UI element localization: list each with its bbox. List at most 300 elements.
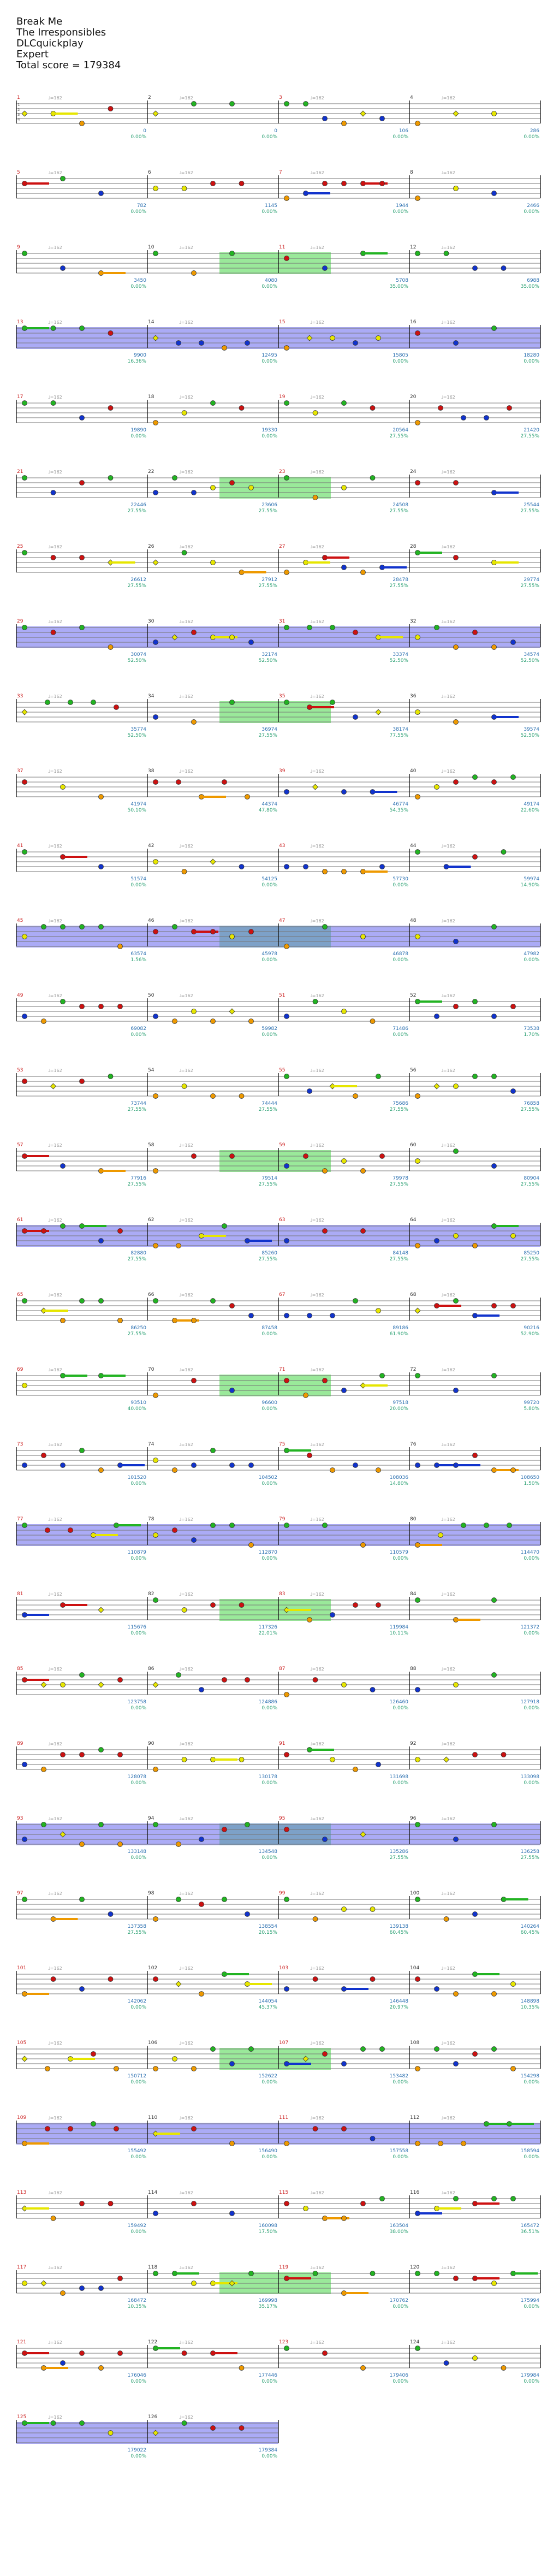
measure-score: 133148 — [127, 1849, 146, 1855]
chart-row — [16, 1367, 540, 1412]
note-gem — [438, 406, 443, 411]
note-gem — [22, 1463, 27, 1468]
note-gem — [415, 1687, 420, 1692]
measure-score: 5708 — [396, 278, 408, 283]
tempo-marker: ♩=162 — [310, 1367, 324, 1372]
note-gem — [507, 1523, 512, 1528]
note-gem — [118, 1004, 123, 1009]
measure-percent: 47.80% — [258, 808, 277, 813]
note-gem — [415, 196, 420, 201]
note-gem — [61, 1164, 66, 1169]
measure-score: 39574 — [524, 727, 539, 732]
note-gem — [173, 2057, 177, 2062]
tempo-marker: ♩=162 — [179, 1816, 193, 1821]
note-gem — [361, 2047, 366, 2052]
tempo-marker: ♩=162 — [441, 2340, 455, 2345]
measure-score: 84148 — [393, 1251, 408, 1256]
measure-score: 170762 — [389, 2298, 408, 2303]
note-gem — [22, 1762, 27, 1767]
chart-row — [16, 1965, 540, 2010]
note-gem — [376, 1468, 381, 1473]
measure-number: 4 — [410, 95, 413, 100]
tempo-marker: ♩=162 — [48, 170, 62, 175]
note-gem — [41, 1453, 46, 1458]
measure-number: 85 — [17, 1666, 23, 1672]
note-gem — [473, 266, 478, 271]
note-gem — [176, 1243, 181, 1248]
note-gem — [438, 2141, 443, 2146]
note-gem — [153, 929, 158, 934]
note-gem — [108, 1977, 113, 1982]
chart-row — [16, 1142, 540, 1187]
chart-row — [16, 469, 540, 514]
measure-score: 106 — [399, 128, 408, 134]
measure-score: 176046 — [127, 2373, 146, 2378]
measure-score: 33374 — [393, 652, 408, 658]
note-gem — [80, 1842, 85, 1847]
note-gem — [323, 181, 328, 186]
note-gem — [353, 630, 358, 635]
measure-number: 64 — [410, 1217, 417, 1223]
measure-score: 112870 — [258, 1550, 277, 1555]
tempo-marker: ♩=162 — [179, 2265, 193, 2270]
measure-percent: 27.55% — [389, 1107, 408, 1112]
measure-percent: 27.55% — [258, 508, 277, 514]
tempo-marker: ♩=162 — [48, 844, 62, 849]
note-gem — [239, 864, 244, 869]
measure-score: 80904 — [524, 1176, 539, 1181]
measure-percent: 0.00% — [261, 284, 277, 289]
note-gem — [192, 1378, 197, 1383]
measure-percent: 0.00% — [261, 359, 277, 364]
measure-number: 27 — [279, 544, 286, 549]
measure-percent: 0.00% — [130, 1706, 146, 1711]
note-gem — [61, 1752, 66, 1757]
measure-number: 72 — [410, 1367, 417, 1372]
note-gem — [41, 1767, 46, 1772]
tempo-marker: ♩=162 — [179, 170, 193, 175]
measure-score: 137358 — [127, 1924, 146, 1929]
measure-percent: 27.55% — [258, 1257, 277, 1262]
measure-percent: 0.00% — [393, 209, 408, 215]
note-gem — [284, 1014, 289, 1019]
note-gem — [249, 640, 254, 645]
tempo-marker: ♩=162 — [48, 1891, 62, 1896]
measure-number: 40 — [410, 768, 417, 774]
note-gem — [435, 785, 439, 790]
measure-number: 97 — [17, 1891, 23, 1896]
note-gem — [323, 2351, 328, 2356]
note-gem — [91, 2122, 96, 2127]
measure-percent: 0.00% — [130, 2454, 146, 2459]
note-gem — [91, 2052, 96, 2057]
note-gem — [323, 1837, 328, 1842]
note-gem — [353, 341, 358, 346]
measure-number: 1 — [17, 95, 20, 100]
measure-number: 18 — [148, 394, 154, 400]
note-gem — [153, 1533, 158, 1538]
note-gem — [222, 346, 227, 351]
measure-percent: 0.00% — [524, 2304, 539, 2309]
hopo-note — [153, 111, 158, 116]
note-gem — [176, 1842, 181, 1847]
measure-number: 26 — [148, 544, 154, 549]
note-gem — [22, 251, 27, 256]
measure-score: 163504 — [389, 2223, 408, 2229]
note-gem — [438, 1533, 443, 1538]
hopo-note — [22, 111, 27, 116]
tempo-marker: ♩=162 — [310, 1816, 324, 1821]
note-gem — [415, 850, 420, 855]
note-gem — [454, 720, 459, 725]
measure-score: 9900 — [134, 353, 146, 358]
chart-row — [16, 619, 540, 664]
measure-score: 73538 — [524, 1026, 539, 1032]
tempo-marker: ♩=162 — [179, 694, 193, 699]
note-gem — [313, 999, 318, 1004]
tempo-marker: ♩=162 — [441, 1442, 455, 1447]
measure-percent: 0.00% — [524, 2379, 539, 2384]
chart-row — [16, 245, 540, 289]
note-gem — [415, 1977, 420, 1982]
note-gem — [51, 401, 56, 406]
note-gem — [492, 111, 497, 116]
measure-score: 146448 — [389, 1999, 408, 2004]
measure-score: 71486 — [393, 1026, 408, 1032]
measure-score: 127918 — [520, 1699, 539, 1705]
measure-percent: 0.00% — [130, 1481, 146, 1487]
measure-percent: 35.00% — [389, 284, 408, 289]
note-gem — [304, 864, 308, 869]
hopo-note — [229, 1009, 235, 1014]
tempo-marker: ♩=162 — [179, 1143, 193, 1148]
measure-score: 54125 — [261, 877, 277, 882]
note-gem — [249, 2271, 254, 2276]
measure-number: 116 — [410, 2190, 420, 2195]
measure-percent: 0.00% — [524, 209, 539, 215]
note-gem — [199, 1902, 204, 1907]
note-gem — [230, 251, 235, 256]
note-gem — [192, 630, 197, 635]
tempo-marker: ♩=162 — [48, 1517, 62, 1522]
note-gem — [153, 715, 158, 720]
measure-percent: 0.00% — [261, 434, 277, 439]
measure-percent: 0.00% — [524, 1706, 539, 1711]
note-gem — [108, 1074, 113, 1079]
measure-number: 111 — [279, 2115, 289, 2121]
note-gem — [415, 1094, 420, 1099]
chart-row — [16, 1217, 540, 1262]
measure-score: 47982 — [524, 951, 539, 957]
measure-number: 88 — [410, 1666, 417, 1672]
note-gem — [22, 2281, 27, 2286]
note-gem — [454, 645, 459, 650]
tempo-marker: ♩=162 — [310, 1517, 324, 1522]
measure-percent: 0.00% — [261, 1331, 277, 1337]
measure-score: 108650 — [520, 1475, 539, 1481]
note-gem — [99, 1748, 104, 1752]
measure-number: 48 — [410, 918, 417, 923]
measure-number: 113 — [17, 2190, 27, 2195]
note-gem — [361, 570, 366, 575]
note-gem — [415, 710, 420, 715]
tempo-marker: ♩=162 — [441, 544, 455, 549]
note-gem — [454, 1149, 459, 1154]
lane-label: 2 — [17, 108, 20, 112]
note-gem — [501, 1752, 506, 1757]
note-gem — [192, 102, 197, 106]
measure-score: 135286 — [389, 1849, 408, 1855]
measure-score: 59982 — [261, 1026, 277, 1032]
tempo-marker: ♩=162 — [179, 1218, 193, 1223]
note-gem — [230, 700, 235, 705]
note-gem — [211, 1523, 216, 1528]
measure-percent: 27.55% — [520, 1257, 539, 1262]
note-gem — [284, 1987, 289, 1992]
measure-percent: 0.00% — [524, 359, 539, 364]
tempo-marker: ♩=162 — [310, 96, 324, 100]
note-gem — [176, 1673, 181, 1678]
note-gem — [153, 1458, 158, 1463]
measure-percent: 27.55% — [520, 434, 539, 439]
measure-percent: 20.15% — [258, 1930, 277, 1935]
note-gem — [211, 2047, 216, 2052]
tempo-marker: ♩=162 — [310, 2190, 324, 2195]
note-gem — [230, 1388, 235, 1393]
measure-percent: 36.51% — [520, 2229, 539, 2235]
measure-percent: 0.00% — [393, 1780, 408, 1786]
tempo-marker: ♩=162 — [179, 320, 193, 325]
note-gem — [99, 1468, 104, 1473]
measure-score: 24508 — [393, 502, 408, 508]
note-gem — [182, 1757, 187, 1762]
measure-number: 3 — [279, 95, 282, 100]
note-gem — [182, 2351, 187, 2356]
tempo-marker: ♩=162 — [48, 2415, 62, 2420]
note-gem — [245, 1678, 250, 1683]
note-gem — [80, 2421, 85, 2426]
tempo-marker: ♩=162 — [310, 320, 324, 325]
note-gem — [108, 406, 113, 411]
note-gem — [22, 1299, 27, 1304]
measure-number: 14 — [148, 319, 154, 325]
tempo-marker: ♩=162 — [179, 1367, 193, 1372]
note-gem — [230, 481, 235, 485]
note-gem — [380, 1373, 385, 1378]
measure-number: 71 — [279, 1367, 286, 1372]
measure-percent: 52.50% — [389, 658, 408, 664]
measure-number: 66 — [148, 1292, 154, 1298]
tempo-marker: ♩=162 — [179, 2340, 193, 2345]
tempo-marker: ♩=162 — [441, 1816, 455, 1821]
note-gem — [222, 1224, 227, 1229]
tempo-marker: ♩=162 — [48, 245, 62, 250]
note-gem — [454, 1992, 459, 1997]
measure-percent: 0.00% — [130, 1780, 146, 1786]
measure-number: 61 — [17, 1217, 23, 1223]
measure-percent: 0.00% — [393, 2379, 408, 2384]
note-gem — [454, 2276, 459, 2281]
tempo-marker: ♩=162 — [441, 2116, 455, 2121]
measure-number: 57 — [17, 1142, 23, 1148]
note-gem — [370, 2271, 375, 2276]
measure-number: 90 — [148, 1741, 154, 1746]
measure-percent: 0.00% — [130, 2005, 146, 2010]
lane-label: 3 — [17, 112, 20, 117]
measure-percent: 10.11% — [389, 1631, 408, 1636]
measure-number: 78 — [148, 1517, 154, 1522]
note-gem — [313, 411, 318, 416]
hopo-note — [444, 1757, 449, 1762]
measure-score: 136258 — [520, 1849, 539, 1855]
measure-score: 75686 — [393, 1101, 408, 1106]
note-gem — [99, 1299, 104, 1304]
note-gem — [80, 1299, 85, 1304]
note-gem — [99, 925, 104, 929]
tempo-marker: ♩=162 — [441, 245, 455, 250]
note-gem — [313, 2271, 318, 2276]
note-gem — [222, 1897, 227, 1902]
measure-percent: 40.00% — [127, 1406, 146, 1412]
note-gem — [22, 850, 27, 855]
measure-number: 84 — [410, 1591, 417, 1597]
measure-number: 62 — [148, 1217, 154, 1223]
tempo-marker: ♩=162 — [441, 1367, 455, 1372]
note-gem — [313, 1977, 318, 1982]
note-gem — [284, 570, 289, 575]
note-gem — [376, 1603, 381, 1608]
note-gem — [199, 1837, 204, 1842]
note-gem — [211, 560, 216, 565]
chart-row — [16, 993, 540, 1038]
measure-score: 89186 — [393, 1325, 408, 1331]
tempo-marker: ♩=162 — [310, 1667, 324, 1672]
measure-number: 55 — [279, 1068, 286, 1073]
note-gem — [230, 2141, 235, 2146]
tempo-marker: ♩=162 — [441, 1293, 455, 1298]
note-gem — [454, 1837, 459, 1842]
measure-number: 96 — [410, 1816, 417, 1821]
note-gem — [153, 640, 158, 645]
measure-number: 119 — [279, 2265, 289, 2270]
measure-score: 19890 — [130, 428, 146, 433]
note-gem — [415, 251, 420, 256]
measure-percent: 27.55% — [258, 583, 277, 589]
note-gem — [492, 1992, 497, 1997]
measure-score: 104502 — [258, 1475, 277, 1481]
note-gem — [230, 1304, 235, 1308]
note-gem — [249, 1463, 254, 1468]
chart-row — [16, 2190, 540, 2235]
chart-row — [16, 1741, 540, 1786]
measure-number: 2 — [148, 95, 151, 100]
measure-number: 101 — [17, 1965, 27, 1971]
note-gem — [330, 625, 335, 630]
note-gem — [22, 625, 27, 630]
measure-number: 22 — [148, 469, 154, 475]
note-gem — [473, 855, 478, 860]
measure-score: 165472 — [520, 2223, 539, 2229]
note-gem — [284, 700, 289, 705]
note-gem — [323, 266, 328, 271]
measure-number: 60 — [410, 1142, 417, 1148]
measure-score: 150712 — [127, 2074, 146, 2079]
measure-number: 41 — [17, 843, 23, 849]
note-gem — [80, 555, 85, 560]
measure-percent: 27.55% — [127, 1257, 146, 1262]
note-gem — [80, 1079, 85, 1084]
measure-percent: 52.50% — [258, 658, 277, 664]
measure-percent: 27.55% — [389, 583, 408, 589]
chart-row — [16, 768, 540, 813]
measure-score: 86250 — [130, 1325, 146, 1331]
measure-percent: 0.00% — [261, 1855, 277, 1861]
measure-score: 87458 — [261, 1325, 277, 1331]
note-gem — [511, 1004, 516, 1009]
note-gem — [461, 1523, 466, 1528]
tempo-marker: ♩=162 — [310, 919, 324, 923]
tempo-marker: ♩=162 — [48, 470, 62, 475]
measure-number: 35 — [279, 694, 286, 699]
measure-score: 124886 — [258, 1699, 277, 1705]
note-gem — [454, 341, 459, 346]
measure-score: 142062 — [127, 1999, 146, 2004]
measure-percent: 0.00% — [130, 209, 146, 215]
measure-number: 30 — [148, 619, 154, 624]
note-gem — [323, 116, 328, 121]
measure-number: 125 — [17, 2414, 27, 2420]
tempo-marker: ♩=162 — [310, 1068, 324, 1073]
measure-number: 21 — [17, 469, 23, 475]
note-gem — [284, 476, 289, 481]
tempo-marker: ♩=162 — [310, 2340, 324, 2345]
measure-number: 83 — [279, 1591, 286, 1597]
note-gem — [284, 1752, 289, 1757]
note-gem — [473, 999, 478, 1004]
measure-percent: 17.50% — [258, 2229, 277, 2235]
tempo-marker: ♩=162 — [48, 2340, 62, 2345]
note-gem — [353, 715, 358, 720]
tempo-marker: ♩=162 — [441, 919, 455, 923]
tempo-marker: ♩=162 — [48, 1742, 62, 1746]
note-gem — [370, 1977, 375, 1982]
note-gem — [415, 421, 420, 425]
measure-score: 152622 — [258, 2074, 277, 2079]
note-gem — [22, 1523, 27, 1528]
measure-score: 26612 — [130, 577, 146, 583]
note-gem — [22, 1837, 27, 1842]
note-gem — [492, 1014, 497, 1019]
note-gem — [342, 1159, 347, 1164]
measure-number: 20 — [410, 394, 417, 400]
measure-number: 53 — [17, 1068, 23, 1073]
note-gem — [435, 1014, 439, 1019]
note-gem — [444, 251, 449, 256]
tempo-marker: ♩=162 — [441, 2265, 455, 2270]
tempo-marker: ♩=162 — [310, 2116, 324, 2121]
note-gem — [51, 490, 56, 495]
tempo-marker: ♩=162 — [179, 1442, 193, 1447]
note-gem — [239, 406, 244, 411]
note-gem — [211, 401, 216, 406]
note-gem — [313, 1678, 318, 1683]
note-gem — [199, 1992, 204, 1997]
tempo-marker: ♩=162 — [441, 619, 455, 624]
note-gem — [68, 1528, 73, 1533]
tempo-marker: ♩=162 — [48, 1667, 62, 1672]
note-gem — [376, 1308, 381, 1313]
measure-number: 108 — [410, 2040, 420, 2046]
